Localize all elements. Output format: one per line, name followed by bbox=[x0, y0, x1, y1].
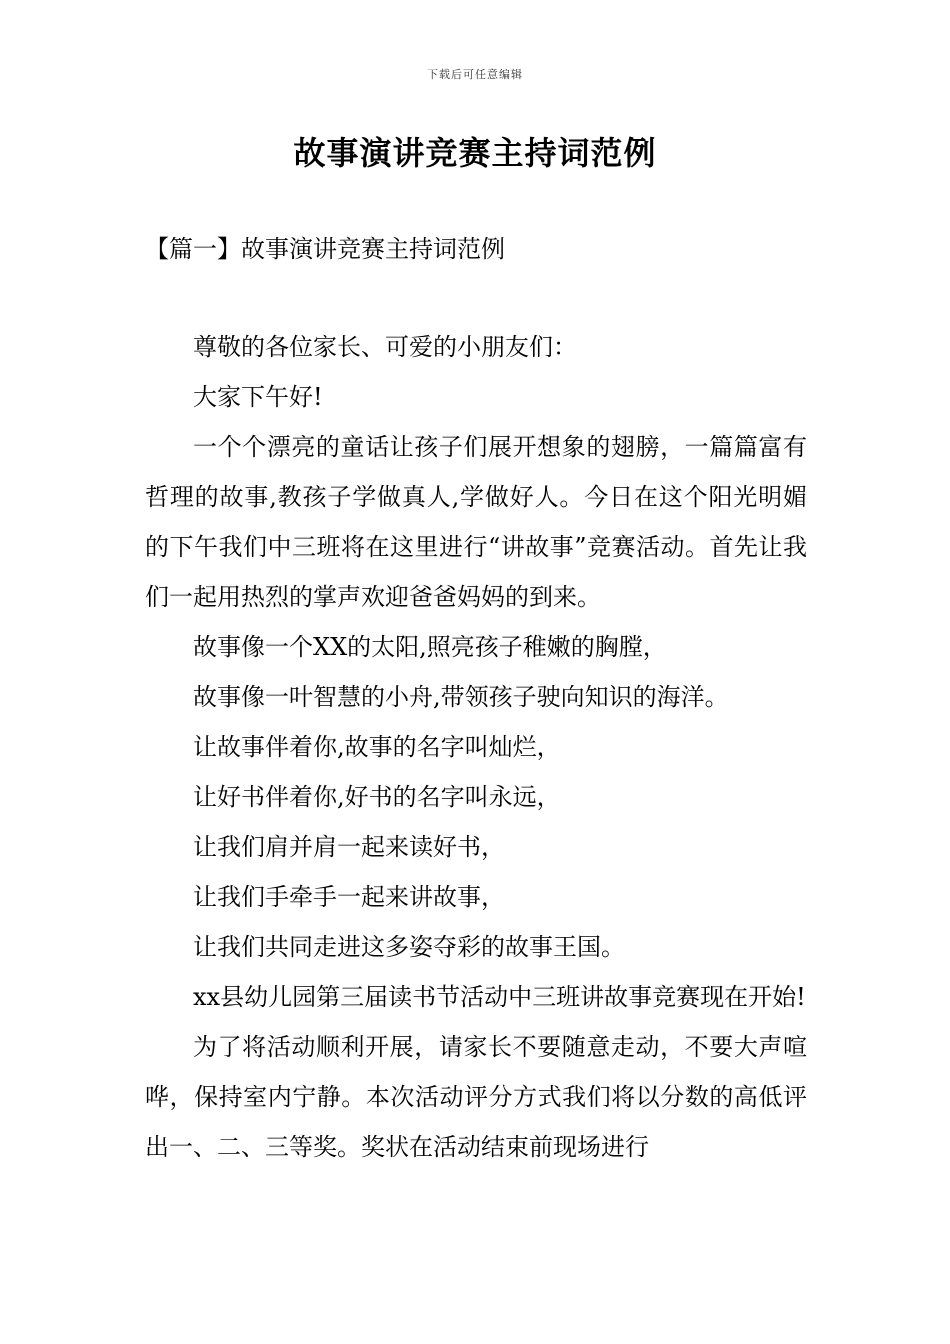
paragraph-verse-3: 让故事伴着你,故事的名字叫灿烂， bbox=[193, 733, 561, 761]
paragraph-verse-6: 让我们手牵手一起来讲故事， bbox=[193, 883, 505, 911]
paragraph-verse-4: 让好书伴着你,好书的名字叫永远， bbox=[193, 783, 561, 811]
paragraph-intro: 一个个漂亮的童话让孩子们展开想象的翅膀，一篇篇富有哲理的故事,教孩子学做真人,学做好人。今日在这个阳光明媚的下午我们中三班将在这里进行“讲故事”竞赛活动。首先让我们一起用热烈的掌声欢迎爸爸妈妈的到来。 bbox=[145, 433, 807, 611]
paragraph-verse-1: 故事像一个XX的太阳,照亮孩子稚嫩的胸膛， bbox=[193, 633, 667, 661]
paragraph-announcement: xx县幼儿园第三届读书节活动中三班讲故事竞赛现在开始! bbox=[193, 983, 806, 1011]
body-text bbox=[145, 322, 807, 1172]
section-heading: 【篇一】故事演讲竞赛主持词范例 bbox=[145, 235, 505, 263]
paragraph-greeting: 尊敬的各位家长、可爱的小朋友们： bbox=[193, 333, 577, 361]
paragraph-hello: 大家下午好! bbox=[193, 383, 323, 411]
document-title: 故事演讲竞赛主持词范例 bbox=[293, 134, 657, 172]
paragraph-verse-2: 故事像一叶智慧的小舟,带领孩子驶向知识的海洋。 bbox=[193, 683, 729, 711]
header-note: 下载后可任意编辑 bbox=[427, 68, 523, 81]
paragraph-verse-7: 让我们共同走进这多姿夺彩的故事王国。 bbox=[193, 933, 625, 961]
paragraph-rules: 为了将活动顺利开展，请家长不要随意走动，不要大声喧哗，保持室内宁静。本次活动评分方式我们将以分数的高低评出一、二、三等奖。奖状在活动结束前现场进行 bbox=[145, 1033, 807, 1161]
paragraph-verse-5: 让我们肩并肩一起来读好书， bbox=[193, 833, 505, 861]
